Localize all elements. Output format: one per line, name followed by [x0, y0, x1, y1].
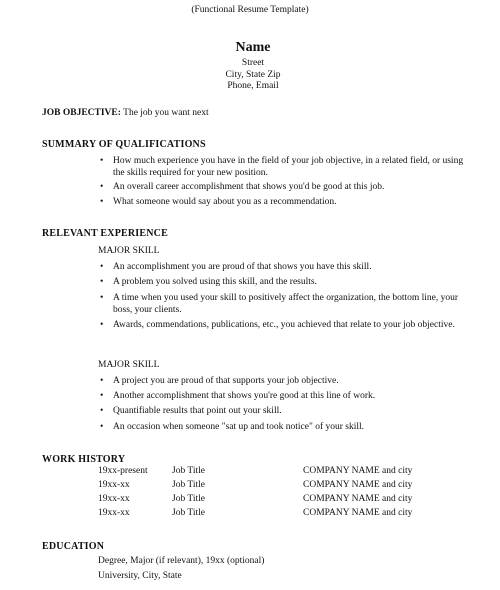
skill-bullet: • An accomplishment you are proud of that shows you have this skill.	[100, 262, 372, 272]
work-history-row: 19xx-xx Job Title COMPANY NAME and city	[98, 508, 413, 518]
skill-bullet: • Quantifiable results that point out your skill.	[100, 406, 282, 416]
objective-label: JOB OBJECTIVE:	[42, 108, 121, 118]
experience-heading: RELEVANT EXPERIENCE	[42, 228, 168, 239]
work-history-heading: WORK HISTORY	[42, 454, 126, 465]
summary-bullet: • What someone would say about you as a recommendation.	[100, 197, 337, 207]
skill-bullet: • Awards, commendations, publications, etc., you achieved that relate to your job objective.	[100, 320, 455, 330]
skill-bullet: • A project you are proud of that supports your job objective.	[100, 376, 339, 386]
objective-text: The job you want next	[123, 108, 209, 118]
skill-bullet: • A time when you used your skill to positively affect the organization, the bottom line, your boss, your clients.	[100, 293, 459, 315]
major-skill-title: MAJOR SKILL	[98, 246, 160, 256]
contact-line: Phone, Email	[227, 81, 279, 91]
skill-bullet: • An occasion when someone "sat up and took notice" of your skill.	[100, 422, 365, 432]
address-city: City, State Zip	[225, 70, 281, 80]
summary-bullet: • An overall career accomplishment that shows you'd be good at this job.	[100, 182, 385, 192]
education-heading: EDUCATION	[42, 541, 105, 552]
address-street: Street	[241, 58, 265, 68]
summary-bullet: • How much experience you have in the field of your job objective, in a related field, or using the skills required for your new position.	[100, 156, 464, 178]
skill-bullet: • Another accomplishment that shows you're good at this line of work.	[100, 391, 376, 401]
education-degree: Degree, Major (if relevant), 19xx (optional)	[98, 556, 265, 566]
major-skill-title: MAJOR SKILL	[98, 360, 160, 370]
skill-bullet: • A problem you solved using this skill, and the results.	[100, 277, 317, 287]
job-objective	[42, 108, 209, 118]
resume-name: Name	[235, 40, 271, 55]
work-history-row: 19xx-xx Job Title COMPANY NAME and city	[98, 480, 413, 490]
work-history-row: 19xx-xx Job Title COMPANY NAME and city	[98, 494, 413, 504]
work-history-row: 19xx-present Job Title COMPANY NAME and city	[98, 466, 413, 476]
template-note: (Functional Resume Template)	[191, 5, 309, 15]
summary-heading: SUMMARY OF QUALIFICATIONS	[42, 139, 206, 150]
education-university: University, City, State	[98, 571, 182, 581]
